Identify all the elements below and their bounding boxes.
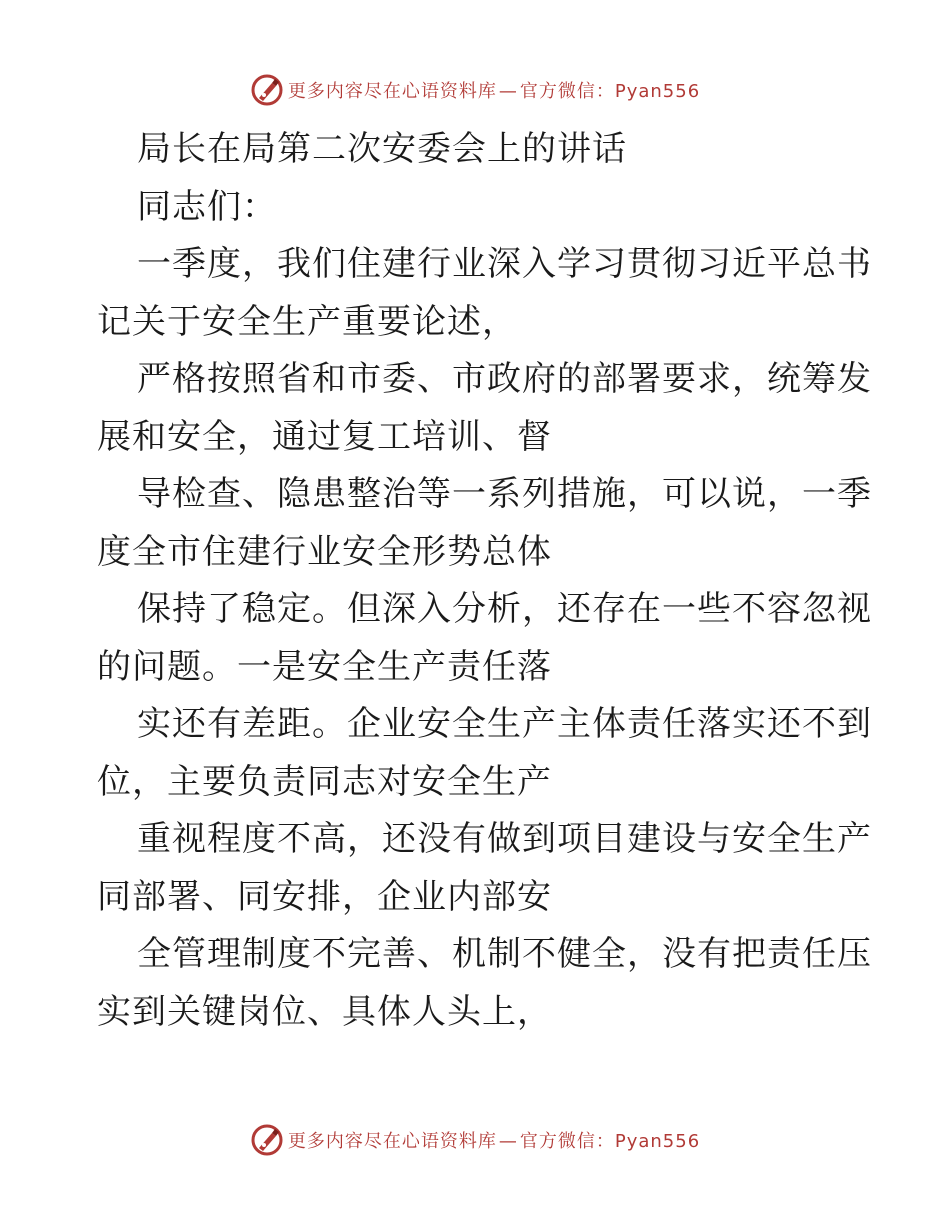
header-banner: [0, 70, 950, 110]
paragraph-line: 度全市住建行业安全形势总体: [97, 531, 552, 572]
banner-separator: —: [498, 1131, 518, 1152]
paragraph-line: 的问题。一是安全生产责任落: [97, 646, 552, 687]
banner-text: [288, 77, 700, 103]
banner-title: 更多内容尽在心语资料库: [287, 81, 497, 102]
pen-logo-icon: [250, 73, 284, 107]
paragraph-line: 全管理制度不完善、机制不健全，没有把责任压: [137, 934, 872, 974]
paragraph-line: 重视程度不高，还没有做到项目建设与安全生产: [137, 819, 872, 859]
banner-wechat: 官方微信：Pyan556: [519, 1131, 701, 1152]
paragraph-line: 实还有差距。企业安全生产主体责任落实还不到: [137, 704, 872, 744]
document-body: [97, 121, 872, 1041]
banner-separator: —: [498, 81, 518, 102]
banner-text: [288, 1127, 700, 1153]
banner-wechat: 官方微信：Pyan556: [519, 81, 701, 102]
paragraph-line: 同部署、同安排，企业内部安: [97, 876, 552, 917]
paragraph-line: 实到关键岗位、具体人头上，: [97, 991, 552, 1032]
banner-title: 更多内容尽在心语资料库: [287, 1131, 497, 1152]
paragraph-line: 保持了稳定。但深入分析，还存在一些不容忽视: [137, 589, 872, 629]
document-title: 局长在局第二次安委会上的讲话: [137, 129, 627, 169]
footer-banner: [0, 1120, 950, 1160]
salutation: 同志们：: [137, 186, 277, 227]
pen-logo-icon: [250, 1123, 284, 1157]
paragraph-line: 位，主要负责同志对安全生产: [97, 761, 552, 802]
paragraph-line: 记关于安全生产重要论述，: [97, 301, 517, 342]
paragraph-line: 展和安全，通过复工培训、督: [97, 416, 552, 457]
paragraph-line: 一季度，我们住建行业深入学习贯彻习近平总书: [137, 244, 872, 284]
paragraph-line: 导检查、隐患整治等一系列措施，可以说，一季: [137, 474, 872, 514]
paragraph-line: 严格按照省和市委、市政府的部署要求，统筹发: [137, 359, 872, 399]
